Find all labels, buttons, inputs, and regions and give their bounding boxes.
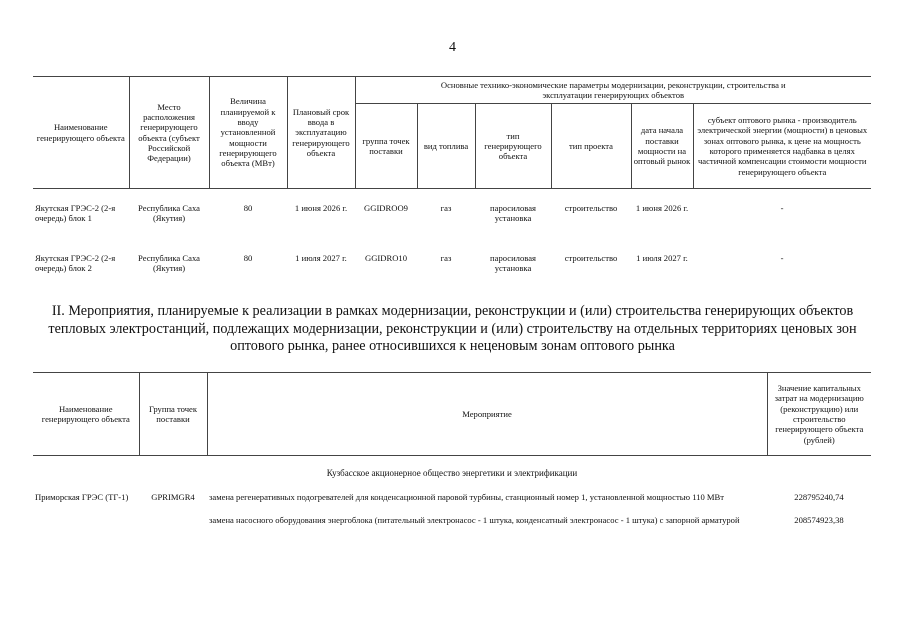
measures-table — [33, 372, 871, 537]
cell-start-date: 1 июля 2027 г. — [636, 253, 688, 263]
header-location: Место расположения генерирующего объекта (субъект Российской Федерации) — [129, 77, 209, 189]
cell-fuel: газ — [440, 253, 452, 263]
org-row — [33, 456, 871, 493]
header-name: Наименование генерирующего объекта — [33, 77, 129, 189]
header-fuel: вид топлива — [417, 104, 475, 189]
section-title: II. Мероприятия, планируемые к реализации в рамках модернизации, реконструкции и (или) строительства генерирующих объектов тепловых электростанций, подлежащих модернизации, реконструкции и (или) строительству на отдельных территориях ценовых зон оптового рынка, ранее относившихся к неценовым зонам оптового рынка — [48, 303, 857, 354]
header-params-group: Основные технико-экономические параметры модернизации, реконструкции, строительства и эксплуатации генерирующих объектов — [355, 77, 871, 104]
cell-group-points: GGIDRO10 — [364, 253, 407, 263]
cell-location: Республика Саха (Якутия) — [138, 203, 200, 224]
cell-type: паросиловая установка — [490, 253, 536, 274]
table1-header-row-1 — [33, 77, 871, 104]
cell-value: 208574923,38 — [794, 514, 844, 525]
table-row — [33, 239, 871, 289]
cell-group-points — [139, 515, 207, 537]
cell-group-points: GGIDROO9 — [364, 203, 408, 213]
cell-project: строительство — [564, 253, 618, 263]
header-type: тип генерирующего объекта — [475, 104, 551, 189]
table-row — [33, 492, 871, 514]
cell-name: Якутская ГРЭС-2 (2-я очередь) блок 2 — [35, 253, 116, 274]
table-row — [33, 189, 871, 240]
header-subject: субъект оптового рынка - производитель электрической энергии (мощности) в ценовых зонах оптового рынка, к цене на мощность которого применяется надбавка в целях частичной компенсации стоимости мощности генерирующего объекта — [693, 104, 871, 189]
cell-value: 228795240,74 — [794, 492, 844, 503]
header-group-points: Группа точек поставки — [139, 373, 207, 456]
cell-term: 1 июня 2026 г. — [294, 203, 348, 213]
cell-measure: замена насосного оборудования энергоблока (питательный электронасос - 1 штука, конденсатный электронасос - 1 штука) с запорной арматурой — [209, 514, 740, 525]
cell-subject: - — [780, 203, 784, 213]
cell-project: строительство — [564, 203, 618, 213]
cell-subject: - — [780, 253, 784, 263]
generating-objects-table — [33, 76, 871, 289]
header-capacity: Величина планируемой к вводу установленной мощности генерирующего объекта (МВт) — [209, 77, 287, 189]
page-number: 4 — [449, 40, 456, 55]
org-name: Кузбасское акционерное общество энергетики и электрификации — [326, 468, 578, 478]
cell-start-date: 1 июня 2026 г. — [635, 203, 689, 213]
header-measure: Мероприятие — [207, 373, 767, 456]
header-value: Значение капитальных затрат на модернизацию (реконструкцию) или строительство генерирующего объекта (рублей) — [767, 373, 871, 456]
table2-header-row — [33, 373, 871, 456]
header-name: Наименование генерирующего объекта — [33, 373, 139, 456]
header-start-date: дата начала поставки мощности на оптовый рынок — [631, 104, 693, 189]
cell-group-points: GPRIMGR4 — [151, 492, 195, 503]
cell-term: 1 июля 2027 г. — [295, 253, 347, 263]
header-group-points: группа точек поставки — [355, 104, 417, 189]
cell-name — [33, 515, 139, 537]
cell-name: Якутская ГРЭС-2 (2-я очередь) блок 1 — [35, 203, 116, 224]
cell-location: Республика Саха (Якутия) — [138, 253, 200, 274]
table-row — [33, 515, 871, 537]
header-project: тип проекта — [551, 104, 631, 189]
cell-capacity: 80 — [243, 253, 253, 263]
cell-type: паросиловая установка — [490, 203, 536, 224]
cell-capacity: 80 — [243, 203, 253, 213]
header-term: Плановый срок ввода в эксплуатацию генерирующего объекта — [287, 77, 355, 189]
cell-name: Приморская ГРЭС (ТГ-1) — [35, 492, 129, 503]
cell-fuel: газ — [440, 203, 452, 213]
cell-measure: замена регенеративных подогревателей для конденсационной паровой турбины, станционный номер 1, установленной мощностью 110 МВт — [209, 492, 725, 503]
